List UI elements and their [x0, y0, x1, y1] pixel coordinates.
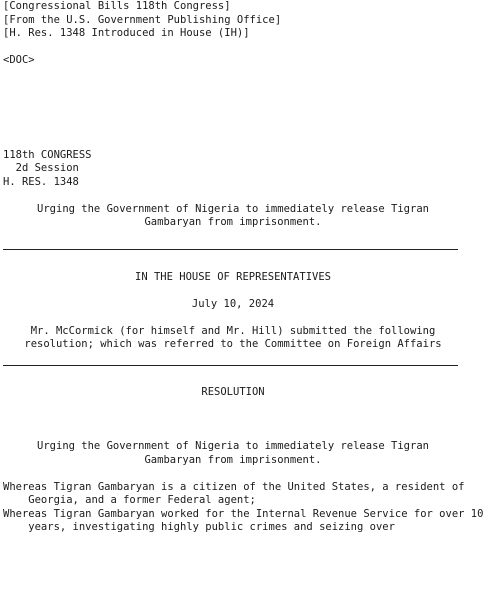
resolution-title-line-1: Urging the Government of Nigeria to immediately release Tigran: [37, 440, 429, 452]
resolution-title-line-2: Gambaryan from imprisonment.: [144, 453, 322, 466]
title-line-2: Gambaryan from imprisonment.: [144, 216, 322, 228]
sponsor-line-2: resolution; which was referred to the Committee on Foreign Affairs: [24, 338, 442, 350]
header-line-source: [From the U.S. Government Publishing Office]: [3, 13, 282, 26]
whereas-2-line-1: Whereas Tigran Gambaryan worked for the Internal Revenue Service for over 10: [3, 507, 484, 520]
whereas-1-line-1: Whereas Tigran Gambaryan is a citizen of the United States, a resident of: [3, 480, 465, 493]
header-line-bills: [Congressional Bills 118th Congress]: [3, 0, 231, 12]
title-line-1: Urging the Government of Nigeria to immediately release Tigran: [37, 202, 429, 215]
doc-tag: <DOC>: [3, 54, 35, 66]
resolution-number: H. RES. 1348: [3, 175, 79, 188]
bill-document: [3, 0, 497, 535]
divider-rule-2: [3, 365, 458, 366]
sponsor-line-1: Mr. McCormick (for himself and Mr. Hill) submitted the following: [30, 324, 436, 337]
house-heading: IN THE HOUSE OF REPRESENTATIVES: [135, 270, 331, 283]
header-line-version: [H. Res. 1348 Introduced in House (IH)]: [3, 27, 250, 39]
introduction-date: July 10, 2024: [191, 297, 275, 310]
whereas-1-line-2: Georgia, and a former Federal agent;: [3, 494, 256, 506]
congress-line: 118th CONGRESS: [3, 148, 92, 161]
whereas-2-line-2: years, investigating highly public crimes and seizing over: [3, 521, 395, 533]
resolution-heading: RESOLUTION: [201, 386, 265, 398]
divider-rule-1: [3, 249, 458, 250]
session-line: 2d Session: [3, 162, 79, 174]
